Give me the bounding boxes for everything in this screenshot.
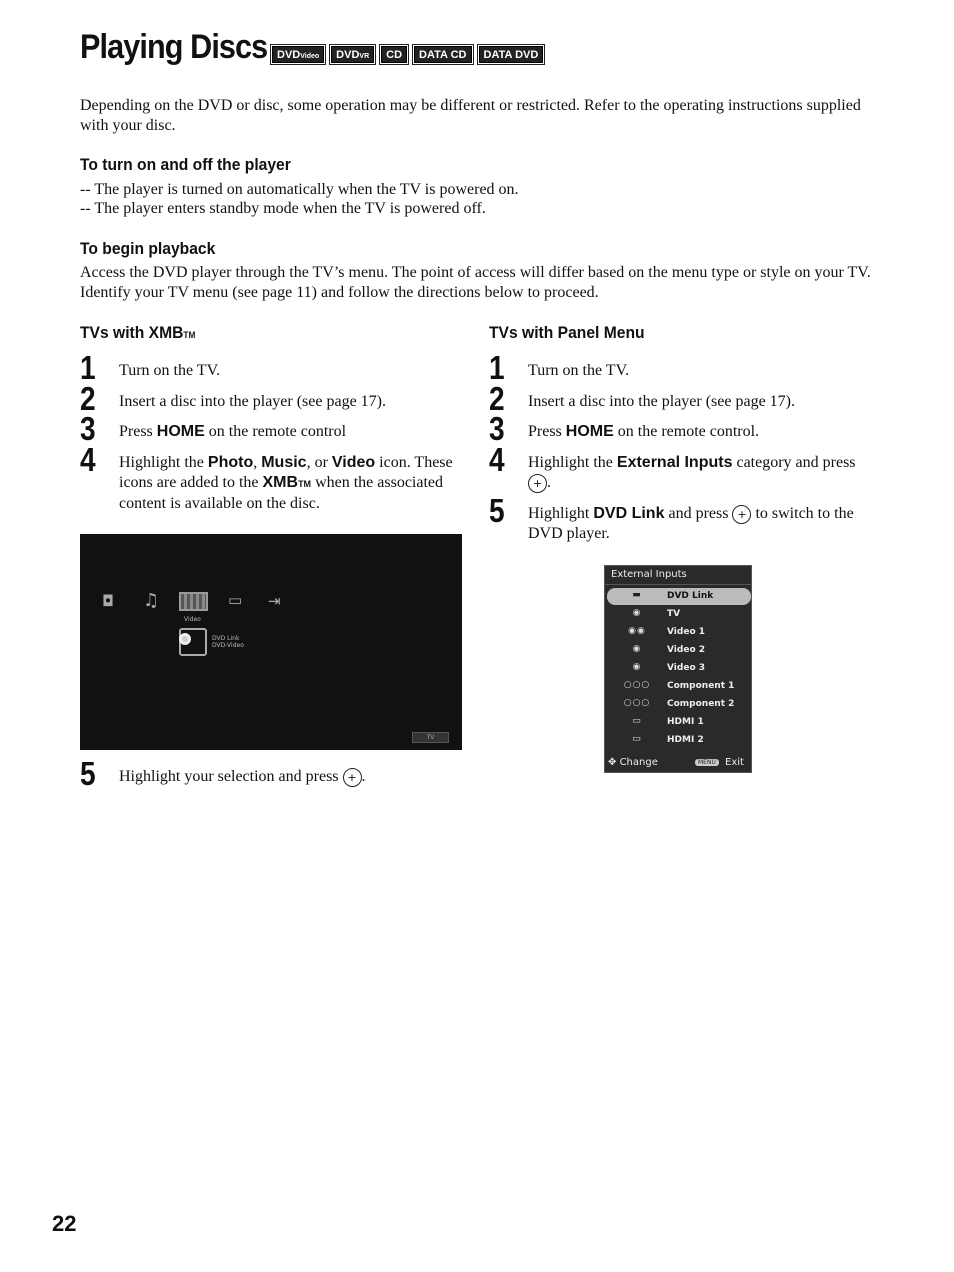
- tv-icon: ▭: [228, 591, 243, 609]
- xmb-tv-tag: TV: [412, 732, 449, 743]
- panel-row-video-2: ◉ Video 2: [607, 642, 751, 659]
- enter-button-icon: +: [732, 505, 751, 524]
- badge-data-dvd: DATA DVD: [479, 46, 544, 63]
- menu-key-icon: MENU: [695, 759, 719, 766]
- badge-data-cd: DATA CD: [414, 46, 471, 63]
- composite-icon: ◉: [632, 662, 642, 672]
- xmb-item-dvd-video: DVD-Video: [212, 642, 244, 649]
- external-inputs-screenshot: [604, 565, 752, 773]
- xmb-item-dvd-link: DVD Link: [212, 635, 240, 642]
- component-icon: ○○○: [623, 698, 651, 708]
- composite-icon: ◉◉: [628, 626, 646, 636]
- power-line-2: -- The player enters standby mode when the TV is powered off.: [80, 200, 486, 217]
- panel-heading: TVs with Panel Menu: [489, 323, 645, 342]
- enter-button-icon: +: [343, 768, 362, 787]
- power-line-1: -- The player is turned on automatically when the TV is powered on.: [80, 181, 519, 198]
- panel-title: External Inputs: [611, 569, 687, 580]
- dvd-link-icon: [179, 628, 207, 656]
- badge-dvd-vr: DVDVR: [331, 46, 374, 63]
- page-number: 22: [52, 1211, 77, 1236]
- hdmi-icon: ▭: [632, 716, 642, 726]
- enter-button-icon: +: [528, 474, 547, 493]
- panel-footer: [605, 756, 751, 772]
- panel-row-hdmi-2: ▭ HDMI 2: [607, 732, 751, 749]
- composite-icon: ◉: [632, 644, 642, 654]
- antenna-icon: ◉: [632, 608, 642, 618]
- panel-row-component-1: ○○○ Component 1: [607, 678, 751, 695]
- panel-row-video-3: ◉ Video 3: [607, 660, 751, 677]
- exit-hint: Exit: [725, 757, 744, 768]
- xmb-heading: TVs with XMBTM: [80, 323, 196, 342]
- input-icon: ⇥: [268, 592, 281, 610]
- playback-heading: To begin playback: [80, 239, 216, 258]
- hdmi-icon: ▭: [632, 734, 642, 744]
- xmb-screenshot: [80, 534, 462, 750]
- component-icon: ○○○: [623, 680, 651, 690]
- xmb-video-label: Video: [184, 616, 201, 623]
- panel-row-video-1: ◉◉ Video 1: [607, 624, 751, 641]
- hdmi-icon: ▬: [632, 590, 642, 600]
- panel-row-component-2: ○○○ Component 2: [607, 696, 751, 713]
- video-film-icon: [179, 592, 208, 611]
- music-icon: ♫: [143, 590, 160, 611]
- panel-row-tv: ◉ TV: [607, 606, 751, 623]
- camera-icon: ◘: [102, 592, 114, 610]
- badge-cd: CD: [381, 46, 407, 63]
- power-heading: To turn on and off the player: [80, 155, 291, 174]
- playback-paragraph: Access the DVD player through the TV’s menu. The point of access will differ based on the menu type or style on your TV. Identify your TV menu (see page 11) and follow the directions below to proceed.: [80, 264, 871, 301]
- intro-paragraph: Depending on the DVD or disc, some operation may be different or restricted. Refer to the operating instructions supplied with your disc.: [80, 97, 861, 134]
- disc-type-badges: [272, 46, 543, 63]
- page-title: Playing Discs: [80, 28, 268, 66]
- change-hint: ✥ Change: [608, 757, 658, 768]
- badge-dvd-video: DVDVideo: [272, 46, 324, 63]
- panel-row-dvd-link: ▬ DVD Link: [607, 588, 751, 605]
- panel-row-hdmi-1: ▭ HDMI 1: [607, 714, 751, 731]
